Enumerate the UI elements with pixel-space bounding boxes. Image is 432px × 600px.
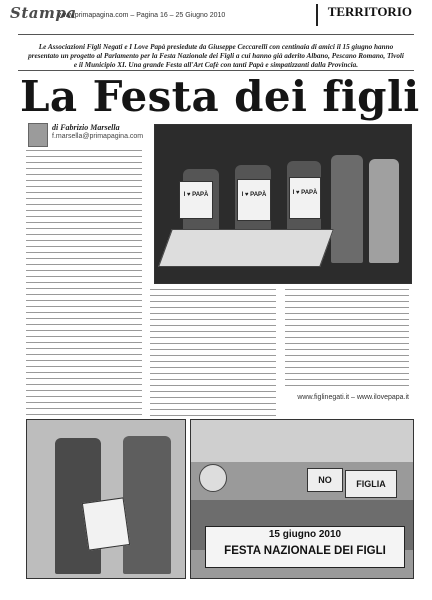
person-figure [369, 159, 399, 263]
banner [205, 526, 405, 568]
page-info: www.primapagina.com – Pagina 16 – 25 Giugno 2010 [58, 12, 226, 19]
byline-email: f.marsella@primapagina.com [52, 133, 144, 140]
cake [158, 229, 334, 267]
article-column-2 [150, 286, 276, 417]
banner-date: 15 giugno 2010 [268, 529, 342, 540]
article-column-3 [285, 286, 409, 390]
header-rule [18, 34, 414, 35]
newspaper-logo: Stampa [10, 4, 77, 22]
event-photo [154, 124, 412, 284]
banner-title: FESTA NAZIONALE DEI FIGLI [224, 545, 386, 557]
building-facade [191, 420, 413, 462]
tshirt [237, 179, 271, 221]
lead-rule [18, 70, 414, 71]
tshirt [289, 177, 321, 219]
article-column-1 [26, 147, 142, 417]
tshirt [82, 497, 130, 550]
person-figure [331, 155, 363, 263]
heart-sign [199, 464, 227, 492]
figli-sign: FIGLIA [345, 470, 397, 498]
negati-sign: NO [307, 468, 343, 492]
article-title: La Festa dei figli [20, 72, 420, 121]
web-link: www.figlinegati.it – www.ilovepapa.it [297, 394, 409, 401]
people-photo [26, 419, 186, 579]
tshirt-text: I ♥ PAPÀ [183, 192, 209, 198]
article-lead: Le Associazioni Figli Negati e I Love Papà presiedute da Giuseppe Ceccarelli con centinaia di amici il 15 giugno hanno presentato un progetto al Parlamento per la Festa Nazionale dei Figli a cui hanno già aderito Albano, Pescano Romano, Tivoli e il Municipio XI. Una grande Festa all'Art Cafè con tanti Papà e simpatizzanti dalla Provincia. [28, 43, 404, 69]
tshirt [179, 181, 213, 219]
tshirt-text: I ♥ PAPÀ [241, 192, 267, 198]
section-label: TERRITORIO [316, 4, 412, 26]
byline: di Fabrizio Marsella [52, 123, 120, 132]
person-figure [123, 436, 171, 574]
protest-photo [190, 419, 414, 579]
author-photo [28, 123, 48, 147]
tshirt-text: I ♥ PAPÀ [292, 190, 318, 196]
